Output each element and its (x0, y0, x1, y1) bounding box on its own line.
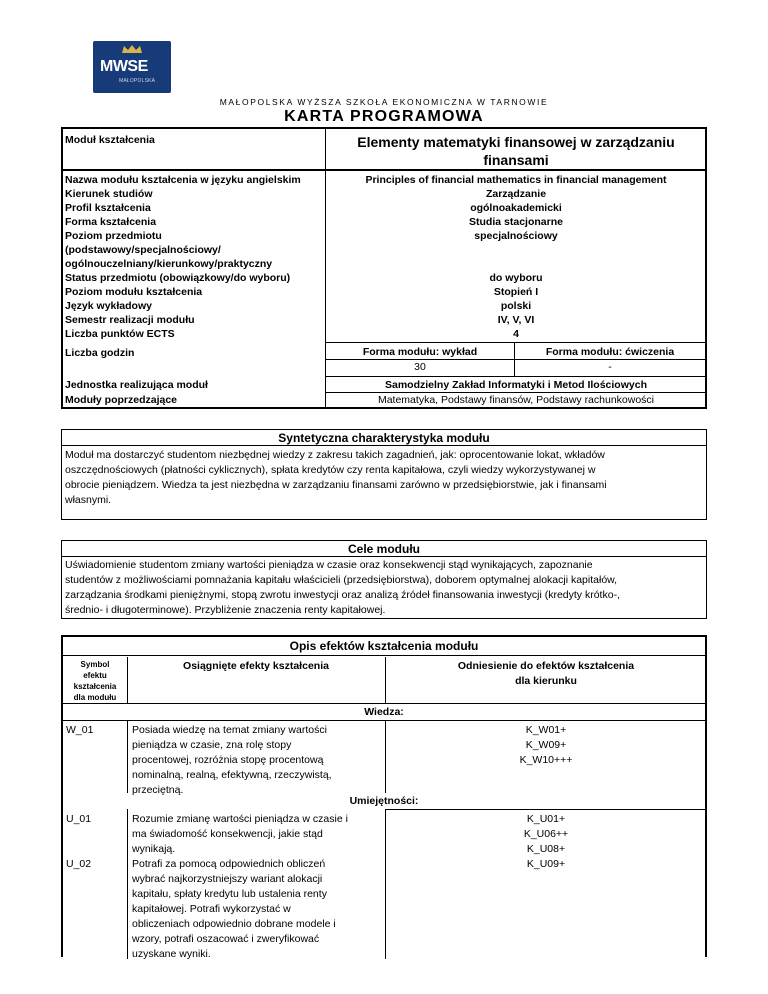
row-label: (podstawowy/specjalnościowy/ (65, 244, 221, 256)
row-label: Semestr realizacji modułu (65, 314, 195, 326)
hours-label: Liczba godzin (65, 347, 135, 359)
row-value: Stopień I (493, 286, 539, 298)
row-label: Kierunek studiów (65, 188, 153, 200)
w01-ref: K_W01+ (525, 724, 567, 736)
skills-line-text: obliczeniach odpowiednio dobrane modele i (132, 918, 336, 930)
module-label: Moduł kształcenia (65, 134, 155, 146)
header-divider (385, 657, 386, 703)
unit-value: Samodzielny Zakład Informatyki i Metod Ilościowych (385, 379, 647, 391)
synthetic-line: obrocie pieniądzem. Wiedza ta jest niezbędna w zarządzaniu finansami zarówno w przedsiębiorstwie, jak i finansami (65, 479, 607, 491)
knowledge-line (63, 720, 705, 721)
skills-ref: K_U01+ (526, 813, 566, 825)
goals-line: średnio- i długoterminowe). Przybliżenie znaczenia renty kapitałowej. (65, 604, 386, 616)
w01-references (387, 723, 705, 768)
w01-line: Posiada wiedzę na temat zmiany wartości (132, 724, 327, 736)
row-divider (127, 720, 128, 793)
goals-line: Uświadomienie studentom zmiany wartości pieniądza w czasie oraz konsekwencji stąd wynikających, zapoznanie (65, 559, 593, 571)
row-label: Język wykładowy (65, 300, 152, 312)
module-name-line1: Elementy matematyki finansowej w zarządzaniu (357, 134, 675, 150)
skills-ref: K_U09+ (526, 858, 566, 870)
row-value: polski (500, 300, 532, 312)
symbol-header-line: kształcenia (73, 682, 117, 691)
w01-ref: K_W09+ (525, 739, 567, 751)
skills-line-text: wzory, potrafi oszacować i zweryfikować (132, 933, 320, 945)
skills-ref: K_U08+ (526, 843, 566, 855)
crown-icon (121, 44, 143, 54)
skills-line-text: wybrać najkorzystniejszy wariant alokacji (132, 873, 323, 885)
knowledge-label: Wiedza: (364, 706, 404, 718)
skills-line-text: Potrafi za pomocą odpowiednich obliczeń (132, 858, 326, 870)
row-value: do wyboru (489, 272, 543, 284)
lecture-hours: 30 (414, 361, 426, 373)
header-divider (127, 657, 128, 703)
w01-line: procentowej, rozróżnia stopę procentową (132, 754, 324, 766)
row-divider (127, 809, 128, 959)
w01-ref: K_W10+++ (519, 754, 573, 766)
u02-symbol: U_02 (66, 858, 92, 870)
document-title: KARTA PROGRAMOWA (284, 108, 484, 125)
w01-line: nominalną, realną, efektywną, rzeczywistą, (132, 769, 332, 781)
synthetic-line: oszczędnościowych (płatności cyklicznych), spłata kredytów czy renta kapitałowa, czyli wiedzy wykorzystywanej w (65, 464, 596, 476)
effects-header: Osiągnięte efekty kształcenia (183, 660, 329, 672)
u01-symbol: U_01 (66, 813, 92, 825)
row-value: IV, V, VI (497, 314, 535, 326)
prereq-value: Matematyka, Podstawy finansów, Podstawy rachunkowości (377, 394, 655, 406)
goals-body (65, 558, 703, 618)
outcomes-title: Opis efektów kształcenia modułu (63, 637, 705, 656)
column-divider (325, 129, 326, 407)
synthetic-body (65, 448, 703, 508)
synthetic-title: Syntetyczna charakterystyka modułu (62, 430, 706, 446)
row-label: Profil kształcenia (65, 202, 151, 214)
symbol-header-line: dla modułu (73, 693, 117, 702)
skills-line (385, 809, 705, 810)
exercise-hours: - (608, 361, 612, 373)
row-value: Principles of financial mathematics in financial management (365, 174, 667, 186)
reference-header-line: dla kierunku (515, 675, 577, 687)
row-divider (385, 720, 386, 793)
skills-line-text: uzyskane wyniki. (132, 948, 211, 960)
form-exercise-label: Forma modułu: ćwiczenia (545, 346, 675, 358)
row-value: ogólnoakademicki (470, 202, 562, 214)
form-lecture-label: Forma modułu: wykład (362, 346, 478, 358)
reference-header (387, 659, 705, 689)
w01-line: przeciętną. (132, 784, 184, 796)
hours-bottom-line (326, 376, 705, 377)
module-info-table (61, 127, 707, 409)
goals-section (61, 540, 707, 619)
module-name-line2: finansami (483, 152, 549, 168)
w01-description (132, 723, 384, 798)
skills-line-text: wynikają. (132, 843, 176, 855)
row-label: Liczba punktów ECTS (65, 328, 175, 340)
header-bottom-line (63, 703, 705, 704)
logo-subtext: MAŁOPOLSKA (119, 78, 156, 84)
synthetic-line: Moduł ma dostarczyć studentom niezbędnej wiedzy z zakresu takich zagadnień, jak: oprocentowanie lokat, wkładów (65, 449, 605, 461)
row-divider (385, 809, 386, 959)
hours-top-line (326, 342, 705, 343)
synthetic-section (61, 429, 707, 520)
skills-line-text: Rozumie zmianę wartości pieniądza w czasie i (132, 813, 348, 825)
outcomes-table (61, 635, 707, 960)
skills-label: Umiejętności: (349, 795, 419, 807)
row-value: Studia stacjonarne (469, 216, 563, 228)
w01-symbol: W_01 (66, 724, 94, 736)
skills-references (387, 812, 705, 872)
module-name (327, 133, 705, 169)
school-name: MAŁOPOLSKA WYŻSZA SZKOŁA EKONOMICZNA W TARNOWIE (219, 97, 549, 107)
reference-header-line: Odniesienie do efektów kształcenia (457, 660, 635, 672)
row-label: Nazwa modułu kształcenia w języku angielskim (65, 174, 301, 186)
goals-line: studentów z możliwościami pomnażania kapitału właścicieli (przedsiębiorstwa), doborem optymalnej alokacji kapitałów, (65, 574, 618, 586)
row-value: Zarządzanie (485, 188, 547, 200)
skills-line-text: ma świadomość konsekwencji, jakie stąd (132, 828, 323, 840)
w01-line: pieniądza w czasie, zna rolę stopy (132, 739, 292, 751)
row-label: ogólnouczelniany/kierunkowy/praktyczny (65, 258, 273, 270)
symbol-header (65, 659, 125, 703)
skills-description (132, 812, 384, 962)
row-value: specjalnościowy (474, 230, 558, 242)
row-label: Forma kształcenia (65, 216, 157, 228)
school-logo (93, 41, 171, 93)
prereq-label: Moduły poprzedzające (65, 394, 178, 406)
synthetic-line: własnymi. (65, 494, 112, 506)
row-label: Poziom modułu kształcenia (65, 286, 203, 298)
symbol-header-line: Symbol (80, 660, 110, 669)
goals-title: Cele modułu (62, 541, 706, 557)
symbol-header-line: efektu (83, 671, 107, 680)
goals-line: zarządzania środkami pieniężnymi, stopą zwrotu inwestycji oraz analizą źródeł finansowania inwestycji (kredyty krótko-, (65, 589, 620, 601)
row-label: Status przedmiotu (obowiązkowy/do wyboru) (65, 272, 291, 284)
skills-line-text: kapitałowej. Potrafi wykorzystać w (132, 903, 291, 915)
skills-line-text: kapitału, spłaty kredytu lub ustalenia renty (132, 888, 327, 900)
hours-mid-line (326, 359, 705, 360)
row-label: Poziom przedmiotu (65, 230, 162, 242)
skills-ref: K_U06++ (523, 828, 569, 840)
row-value: 4 (513, 328, 519, 340)
unit-label: Jednostka realizująca moduł (65, 379, 208, 391)
logo-text: MWSE (100, 58, 148, 75)
